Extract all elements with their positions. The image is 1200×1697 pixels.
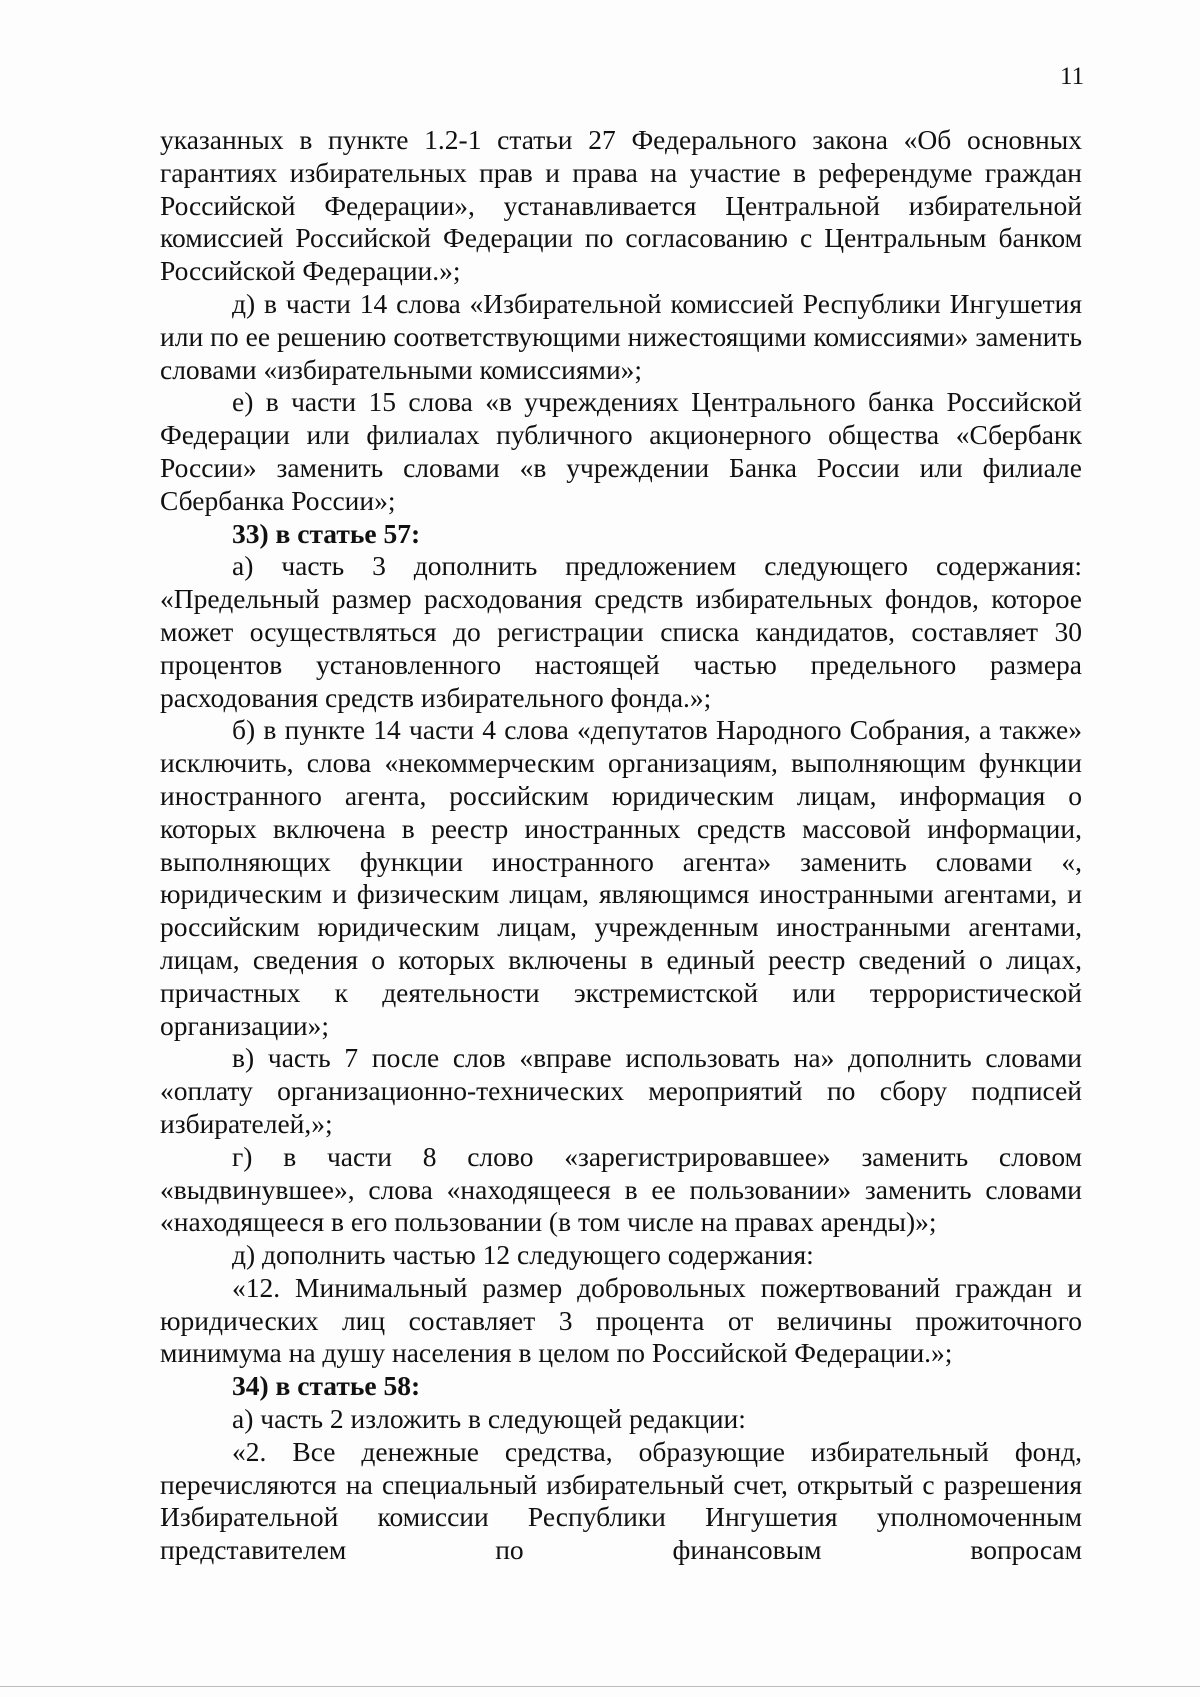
heading-article-57: 33) в статье 57: (232, 517, 421, 549)
paragraph-part-2-text: «2. Все денежные средства, образующие избирательный фонд, перечисляются на специальный избирательный счет, открытый с разрешения Избирательной комиссии Республики Ингушетия уполномоченным представителем по финансовым вопросам (160, 1435, 1082, 1566)
paragraph-item-d-part-14: д) в части 14 слова «Избирательной комиссией Республики Ингушетия или по ее решению соответствующими нижестоящими комиссиями» заменить словами «избирательными комиссиями»; (160, 287, 1082, 385)
paragraph-item-a-part-3: а) часть 3 дополнить предложением следующего содержания: «Предельный размер расходования средств избирательных фондов, которое может осуществляться до регистрации списка кандидатов, составляет 30 процентов установленного настоящей частью предельного размера расходования средств избирательного фонда.»; (160, 550, 1082, 713)
heading-article-58: 34) в статье 58: (232, 1370, 421, 1402)
paragraph-continuation: указанных в пункте 1.2-1 статьи 27 Федерального закона «Об основных гарантиях избирательных прав и права на участие в референдуме граждан Российской Федерации», устанавливается Центральной избирательной комиссией Российской Федерации по согласованию с Центральным банком Российской Федерации.»; (160, 124, 1082, 287)
paragraph-item-e-part-15: е) в части 15 слова «в учреждениях Центрального банка Российской Федерации или филиалах публичного акционерного общества «Сбербанк России» заменить словами «в учреждении Банка России или филиале Сбербанка России»; (160, 386, 1082, 516)
scan-edge-line (0, 1686, 1200, 1687)
page-number: 11 (1060, 63, 1085, 90)
paragraph-item-g-part-8: г) в части 8 слово «зарегистрировавшее» заменить словом «выдвинувшее», слова «находящееся в ее пользовании» заменить словами «находящееся в его пользовании (в том числе на правах аренды)»; (160, 1140, 1082, 1238)
document-body (160, 124, 1082, 1567)
paragraph-item-b-part-4: б) в пункте 14 части 4 слова «депутатов Народного Собрания, а также» исключить, слова «некоммерческим организациям, выполняющим функции иностранного агента, российским юридическим лицам, информация о которых включена в реестр иностранных средств массовой информации, выполняющих функции иностранного агента» заменить словами «, юридическим и физическим лицам, являющимся иностранными агентами, и российским юридическим лицам, учрежденным иностранными агентами, лицам, сведения о которых включены в единый реестр сведений о лицах, причастных к деятельности экстремистской или террористической организации»; (160, 714, 1082, 1041)
paragraph-item-d-part-12: д) дополнить частью 12 следующего содержания: (232, 1239, 814, 1271)
paragraph-part-12-text: «12. Минимальный размер добровольных пожертвований граждан и юридических лиц составляет 3 процента от величины прожиточного минимума на душу населения в целом по Российской Федерации.»; (160, 1271, 1082, 1369)
paragraph-item-v-part-7: в) часть 7 после слов «вправе использовать на» дополнить словами «оплату организационно-технических мероприятий по сбору подписей избирателей,»; (160, 1042, 1082, 1139)
paragraph-item-a-part-2: а) часть 2 изложить в следующей редакции: (232, 1403, 746, 1435)
